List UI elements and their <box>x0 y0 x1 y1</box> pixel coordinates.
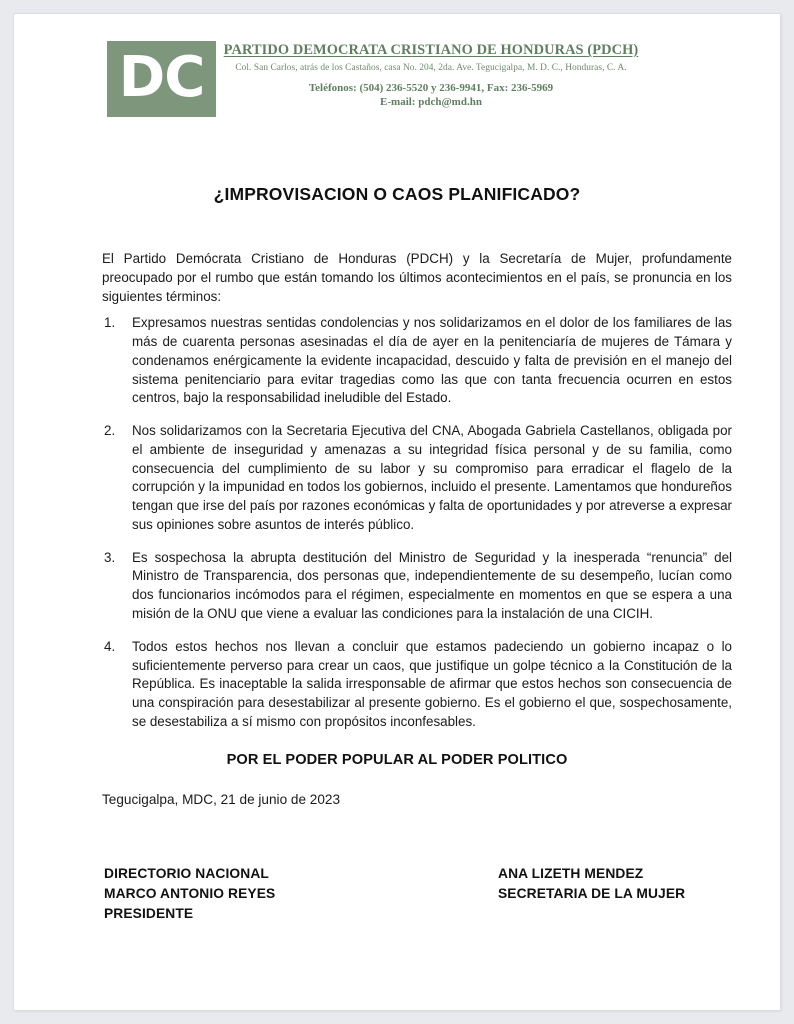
numbered-points-list <box>102 314 732 731</box>
organization-phones: Teléfonos: (504) 236-5520 y 236-9941, Fax: 236-5969 <box>308 82 554 94</box>
document-body <box>102 250 732 732</box>
closing-slogan: POR EL PODER POPULAR AL PODER POLITICO <box>226 752 568 768</box>
document-title: ¿IMPROVISACION O CAOS PLANIFICADO? <box>213 184 581 204</box>
signature-left-line3: PRESIDENTE <box>104 906 194 921</box>
signature-left <box>104 864 275 924</box>
list-item: Es sospechosa la abrupta destitución del Ministro de Seguridad y la inesperada “renuncia” del Ministro de Transparencia, dos personas que, independientemente de su desempeño, lucían como dos funcionarios incómodos para el régimen, especialmente en momentos en que se espera a una misión de la ONU que viene a evaluar las condiciones para la instalación de una CICIH. <box>132 549 732 622</box>
signature-right <box>498 864 685 904</box>
letterhead <box>14 41 780 141</box>
list-item: Nos solidarizamos con la Secretaria Ejecutiva del CNA, Abogada Gabriela Castellanos, obligada por el ambiente de inseguridad y amenazas a su integridad física personal y de su familia, como consecuencia del cumplimiento de su labor y su compromiso para erradicar el flagelo de la corrupción y la impunidad en todos los gobiernos, incluido el presente. Lamentamos que hondureños tengan que irse del país por razones económicas y falta de oportunidades y por atreverse a expresar sus opiniones sobre asuntos de interés público. <box>132 423 732 532</box>
signature-right-line2: SECRETARIA DE LA MUJER <box>498 886 686 901</box>
dateline: Tegucigalpa, MDC, 21 de junio de 2023 <box>102 792 341 807</box>
signature-block <box>102 864 732 924</box>
letterhead-text-block <box>222 41 640 108</box>
organization-name: PARTIDO DEMOCRATA CRISTIANO DE HONDURAS (PDCH) <box>223 42 639 58</box>
logo-initials: DC <box>118 45 205 110</box>
pdch-logo <box>107 41 216 117</box>
organization-email: E-mail: pdch@md.hn <box>380 96 482 108</box>
signature-left-line1: DIRECTORIO NACIONAL <box>104 866 269 881</box>
document-sheet <box>14 14 780 1010</box>
organization-address: Col. San Carlos, atrás de los Castaños, casa No. 204, 2da. Ave. Tegucigalpa, M. D. C., Honduras, C. A. <box>235 63 627 73</box>
signature-right-line1: ANA LIZETH MENDEZ <box>498 866 644 881</box>
list-item: Expresamos nuestras sentidas condolencias y nos solidarizamos en el dolor de los familiares de las más de cuarenta personas asesinadas el día de ayer en la penitenciaría de mujeres de Támara y condenamos enérgicamente la evidente incapacidad, descuido y falta de previsión en el manejo del sistema penitenciario para evitar tragedias como las que con tanta frecuencia ocurren en estos centros, bajo la responsabilidad ineludible del Estado. <box>132 315 732 406</box>
signature-left-line2: MARCO ANTONIO REYES <box>104 886 276 901</box>
list-item: Todos estos hechos nos llevan a concluir que estamos padeciendo un gobierno incapaz o lo suficientemente perverso para crear un caos, que justifique un golpe técnico a la Constitución de la República. Es inaceptable la salida irresponsable de afirmar que estos hechos son consecuencia de una conspiración para desestabilizar al presente gobierno. Es el gobierno el que, sospechosamente, se desestabiliza a sí mismo con propósitos inconfesables. <box>132 638 732 729</box>
intro-paragraph: El Partido Demócrata Cristiano de Honduras (PDCH) y la Secretaría de Mujer, profundamente preocupado por el rumbo que están tomando los últimos acontecimientos en el país, se pronuncia en los siguientes términos: <box>102 251 732 304</box>
